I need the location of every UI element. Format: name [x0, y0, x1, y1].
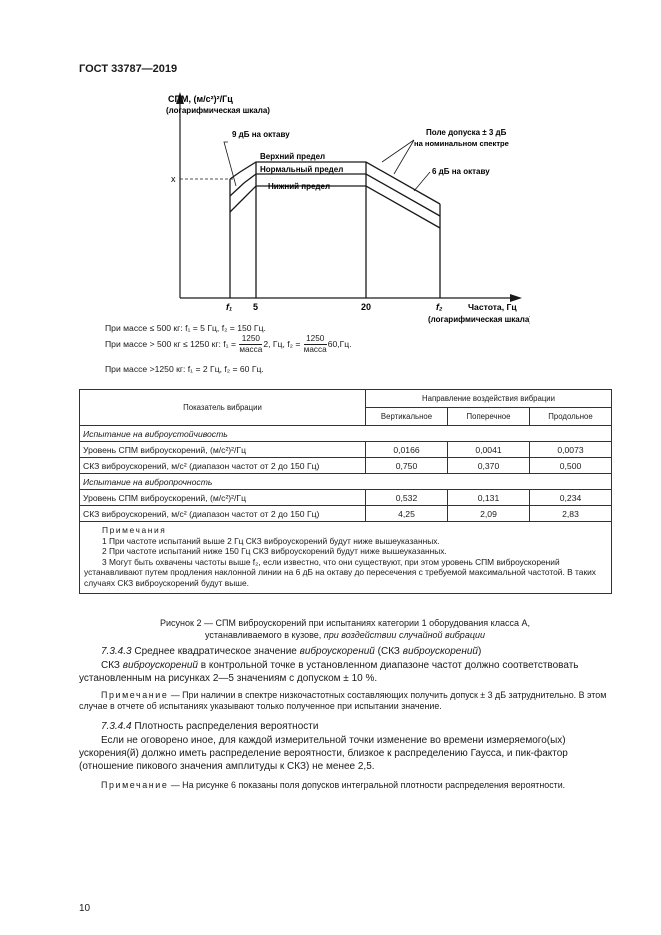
notes-title: Примечания	[102, 525, 167, 535]
tick-20: 20	[361, 302, 372, 312]
row-label: Уровень СПМ виброускорений, (м/с²)²/Гц	[80, 490, 366, 506]
psd-chart	[150, 88, 530, 328]
table-row	[80, 442, 612, 458]
leader-band-2	[382, 140, 414, 162]
tick-f1: f₁	[226, 302, 233, 312]
lower-limit-line	[230, 186, 440, 228]
psd-figure	[150, 88, 530, 328]
mass-line-2	[105, 334, 352, 355]
col-vertical-header: Вертикальное	[366, 408, 448, 426]
x-axis-sublabel: (логарифмическая шкала)	[428, 315, 530, 324]
mass-line-2-mid: 2, Гц, f₂ =	[263, 338, 301, 349]
document-header: ГОСТ 33787—2019	[79, 63, 178, 75]
cell-vertical: 0,750	[366, 458, 448, 474]
y-axis-sublabel: (логарифмическая шкала)	[166, 106, 270, 115]
section-row-2: Испытание на вибропрочность	[80, 474, 612, 490]
row-label: Уровень СПМ виброускорений, (м/с²)²/Гц	[80, 442, 366, 458]
cell-transverse: 2,09	[448, 506, 530, 522]
mass-line-2-pre: При массе > 500 кг ≤ 1250 кг: f₁ =	[105, 338, 236, 349]
col-indicator-header: Показатель вибрации	[80, 390, 366, 426]
cell-longitudinal: 0,500	[530, 458, 612, 474]
table-notes	[80, 522, 612, 594]
section-7343-note: Примечание — При наличии в спектре низкочастотных составляющих получить допуск ± 3 дБ затруднительно. В этом случае в отчете об испытаниях указывают только полученное при испытании значение.	[79, 690, 607, 712]
y-mark: x	[171, 174, 176, 184]
section-row-1: Испытание на виброустойчивость	[80, 426, 612, 442]
cell-vertical: 4,25	[366, 506, 448, 522]
label-band-2: на номинальном спектре	[414, 139, 509, 148]
mass-line-1: При массе ≤ 500 кг: f₁ = 5 Гц, f₂ = 150 Гц.	[105, 323, 266, 333]
cell-longitudinal: 0,0073	[530, 442, 612, 458]
vibration-table	[79, 389, 612, 594]
y-axis-label: СПМ, (м/с²)²/Гц	[168, 94, 233, 104]
section-7344-title: 7.3.4.4 Плотность распределения вероятности	[101, 721, 319, 732]
x-axis-arrow	[510, 294, 522, 302]
section-7343-title: 7.3.4.3 Среднее квадратическое значение виброускорений (СКЗ виброускорений)	[101, 646, 482, 657]
mass-line-3: При массе >1250 кг: f₁ = 2 Гц, f₂ = 60 Гц.	[105, 364, 264, 374]
label-6db: 6 дБ на октаву	[432, 167, 490, 176]
note-3: 3 Могут быть охвачены частоты выше f₂, если известно, что они существуют, при этом уровень СПМ виброускорений устанавливают путем продления наклонной линии на 6 дБ на октаву до пересечения с требуемой максимальной частотой. В таких случаях СКЗ виброускорений будут выше.	[84, 556, 596, 588]
col-transverse-header: Поперечное	[448, 408, 530, 426]
cell-transverse: 0,131	[448, 490, 530, 506]
section-7344-paragraph: Если не оговорено иное, для каждой измерительной точки изменение во времени измеряемого(ых) ускорения(й) должно иметь распределение вероятности, близкое к распределению Гаусса, и пик-фактор (отношение пикового значения амплитуды к СКЗ) не менее 2,5.	[79, 735, 568, 773]
table-row	[80, 506, 612, 522]
note-1: 1 При частоте испытаний выше 2 Гц СКЗ виброускорений будут ниже вышеуказанных.	[102, 535, 440, 546]
mass-line-2-post: 60,Гц.	[327, 338, 352, 349]
col-group-header: Направление воздействия вибрации	[366, 390, 612, 408]
caption-line-2: устанавливаемого в кузове, при воздействии случайной вибрации	[205, 629, 485, 640]
table-row	[80, 490, 612, 506]
fraction-1: $\frac{1250}{\text{масса}}$	[239, 334, 263, 354]
row-label: СКЗ виброускорений, м/с² (диапазон частот от 2 до 150 Гц)	[80, 458, 366, 474]
cell-vertical: 0,0166	[366, 442, 448, 458]
caption-line-1: Рисунок 2 — СПМ виброускорений при испытаниях категории 1 оборудования класса А,	[160, 618, 530, 628]
section-7344-note: Примечание — На рисунке 6 показаны поля допусков интегральной плотности распределения вероятности.	[101, 780, 566, 790]
table-row	[80, 458, 612, 474]
figure-caption	[79, 618, 611, 641]
label-nominal: Нормальный предел	[260, 165, 344, 174]
tick-f2: f₂	[436, 302, 443, 312]
page-number: 10	[79, 903, 91, 914]
cell-longitudinal: 2,83	[530, 506, 612, 522]
fraction-2: $\frac{1250}{\text{масса}}$	[303, 334, 327, 354]
label-upper: Верхний предел	[260, 152, 326, 161]
label-lower: Нижний предел	[268, 182, 331, 191]
cell-vertical: 0,532	[366, 490, 448, 506]
label-band-1: Поле допуска ± 3 дБ	[426, 128, 507, 137]
cell-transverse: 0,0041	[448, 442, 530, 458]
col-longitudinal-header: Продольное	[530, 408, 612, 426]
label-9db: 9 дБ на октаву	[232, 130, 290, 139]
leader-6db	[414, 172, 430, 191]
leader-band	[394, 140, 414, 174]
note-2: 2 При частоте испытаний ниже 150 Гц СКЗ виброускорений будут ниже вышеуказанных.	[102, 546, 447, 557]
cell-transverse: 0,370	[448, 458, 530, 474]
row-label: СКЗ виброускорений, м/с² (диапазон частот от 2 до 150 Гц)	[80, 506, 366, 522]
tick-5: 5	[253, 302, 259, 312]
section-7343-paragraph: СКЗ виброускорений в контрольной точке в установленном диапазоне частот должно соответствовать установленным на рисунках 2—5 значениям с допуском ± 10 %.	[79, 660, 579, 685]
x-axis-label: Частота, Гц	[468, 302, 517, 312]
cell-longitudinal: 0,234	[530, 490, 612, 506]
